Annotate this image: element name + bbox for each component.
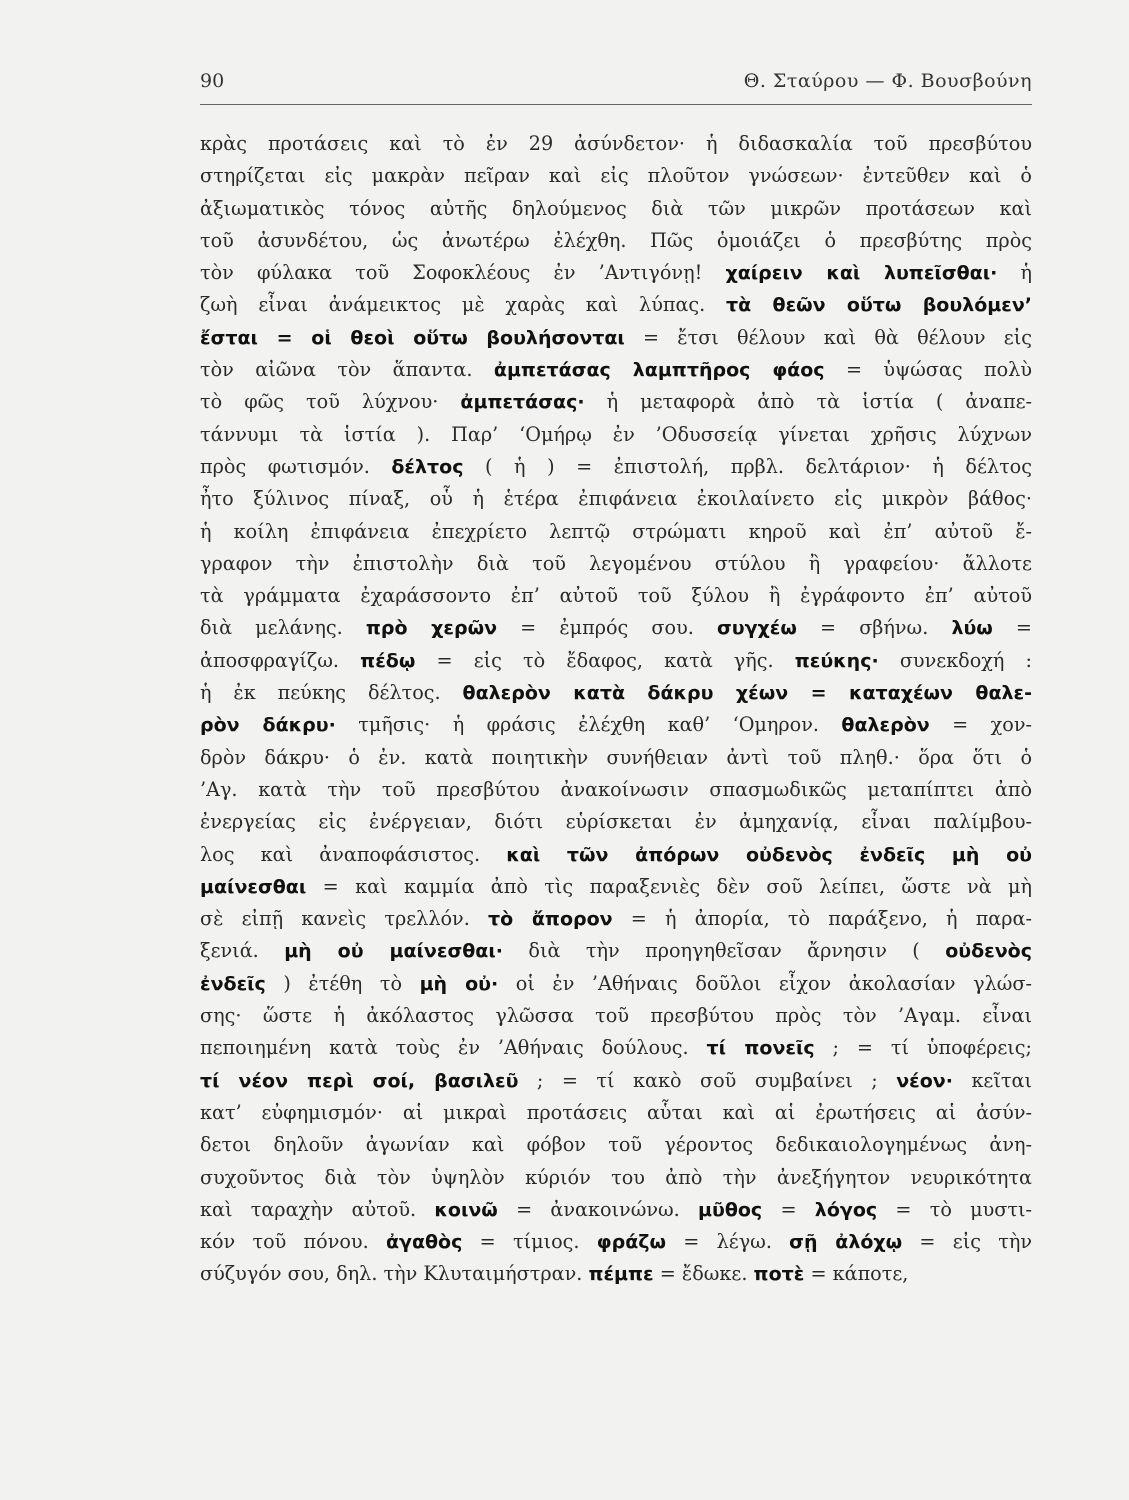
text-run: = εἰς τὸ ἔδαφος, κατὰ γῆς.	[415, 648, 795, 672]
lemma-term: λόγος	[814, 1198, 878, 1221]
text-run: ζωὴ εἶναι ἀνάμεικτος μὲ χαρὰς καὶ λύπας.	[200, 293, 727, 317]
text-run: σύζυγόν σου, δηλ. τὴν Κλυταιμήστραν.	[200, 1262, 589, 1286]
text-run: διὰ μελάνης.	[200, 616, 366, 640]
lemma-term: πρὸ χερῶν	[365, 617, 498, 640]
lemma-term: λύω	[951, 617, 993, 640]
text-line	[200, 1032, 1032, 1064]
lemma-term: τί πονεῖς	[706, 1037, 815, 1060]
lemma-term: συγχέω	[716, 617, 797, 640]
text-line	[200, 580, 1032, 612]
text-run: = εἰς τὴν	[902, 1230, 1032, 1254]
text-line	[200, 709, 1032, 741]
lemma-term: τὰ θεῶν οὕτω βουλόμεν’	[726, 294, 1032, 317]
text-run: =	[992, 616, 1033, 640]
text-run: δρὸν δάκρυ· ὁ ἐν. κατὰ ποιητικὴν συνήθειαν ἀντὶ τοῦ πληθ.· ὅρα ὅτι ὁ	[200, 745, 1032, 769]
text-run: ) ἐτέθη τὸ	[265, 971, 420, 995]
text-run: καὶ ταραχὴν αὐτοῦ.	[200, 1197, 435, 1221]
text-run: ἐνεργείας εἰς ἐνέργειαν, διότι εὑρίσκεται ἐν ἀμηχανίᾳ, εἶναι παλίμβου-	[200, 810, 1032, 834]
text-run: ἡ	[997, 261, 1032, 285]
page-header	[200, 70, 1032, 104]
text-line	[200, 516, 1032, 548]
text-run: συχοῦντος διὰ τὸν ὑψηλὸν κύριόν του ἀπὸ τὴν ἀνεξήγητον νευρικότητα	[200, 1165, 1032, 1189]
text-run: στηρίζεται εἰς μακρὰν πεῖραν καὶ εἰς πλοῦτον γνώσεων· ἐντεῦθεν καὶ ὁ	[200, 164, 1032, 188]
text-line	[200, 1226, 1032, 1258]
text-run: = κάποτε,	[804, 1262, 909, 1286]
lemma-term: νέον·	[896, 1069, 953, 1092]
lemma-term: θαλερὸν κατὰ δάκρυ χέων = καταχέων θαλε-	[462, 682, 1032, 705]
text-line	[200, 1065, 1032, 1097]
text-line	[200, 677, 1032, 709]
text-line	[200, 903, 1032, 935]
text-line	[200, 257, 1032, 289]
text-run: ἡ μεταφορὰ ἀπὸ τὰ ἱστία ( ἀναπε-	[584, 390, 1033, 414]
text-line	[200, 645, 1032, 677]
text-run: = ἡ ἀπορία, τὸ παράξενο, ἡ παρα-	[612, 907, 1032, 931]
text-line	[200, 1129, 1032, 1161]
text-run: σὲ εἰπῇ κανεὶς τρελλόν.	[200, 907, 488, 931]
lemma-term: φράζω	[596, 1231, 667, 1254]
text-run: κρὰς προτάσεις καὶ τὸ ἐν 29 ἀσύνδετον· ἡ διδασκαλία τοῦ πρεσβύτου	[200, 132, 1032, 155]
text-run: = τίμιος.	[462, 1230, 597, 1254]
lemma-term: δέλτος	[391, 455, 464, 478]
lemma-term: πεύκης·	[794, 649, 879, 672]
page-number: 90	[200, 70, 225, 92]
text-line	[200, 451, 1032, 483]
text-line	[200, 871, 1032, 903]
text-run: ἀποσφραγίζω.	[200, 648, 361, 672]
lemma-term: θαλερὸν	[841, 714, 930, 737]
text-run: ἡ ἐκ πεύκης δέλτος.	[200, 681, 463, 705]
text-run: οἱ ἐν ’Αθήναις δοῦλοι εἶχον ἀκολασίαν γλώσ-	[498, 971, 1032, 995]
text-line	[200, 742, 1032, 774]
lemma-term: σῇ ἀλόχῳ	[789, 1231, 903, 1254]
text-line	[200, 354, 1032, 386]
text-run: ; = τί κακὸ σοῦ συμβαίνει ;	[518, 1068, 897, 1092]
text-run: = σβήνω.	[796, 616, 952, 640]
text-run: σης· ὥστε ἡ ἀκόλαστος γλῶσσα τοῦ πρεσβύτου πρὸς τὸν ’Αγαμ. εἶναι	[200, 1004, 1032, 1028]
text-run: διὰ τὴν προηγηθεῖσαν ἄρνησιν (	[502, 939, 946, 963]
text-line	[200, 193, 1032, 225]
text-run: τοῦ ἀσυνδέτου, ὡς ἀνωτέρω ἐλέχθη. Πῶς ὁμοιάζει ὁ πρεσβύτης πρὸς	[200, 228, 1032, 252]
lemma-term: ἀγαθὸς	[385, 1231, 463, 1254]
text-run: ’Αγ. κατὰ τὴν τοῦ πρεσβύτου ἀνακοίνωσιν σπασμωδικῶς μεταπίπτει ἀπὸ	[200, 777, 1032, 801]
text-run: τὸν φύλακα τοῦ Σοφοκλέους ἐν ’Αντιγόνῃ!	[200, 261, 726, 285]
text-run: ἦτο ξύλινος πίναξ, οὗ ἡ ἑτέρα ἐπιφάνεια ἐκοιλαίνετο εἰς μικρὸν βάθος·	[200, 487, 1032, 511]
lemma-term: ποτὲ	[753, 1263, 805, 1286]
lemma-term: ρὸν δάκρυ·	[200, 714, 336, 737]
lemma-term: πέδῳ	[360, 649, 416, 672]
text-run: κεῖται	[952, 1068, 1032, 1092]
text-line	[200, 386, 1032, 418]
text-run: ἀξιωματικὸς τόνος αὐτῆς δηλούμενος διὰ τῶν μικρῶν προτάσεων καὶ	[200, 196, 1032, 220]
text-run: = ἐμπρός σου.	[497, 616, 717, 640]
lemma-term: ἐνδεῖς	[200, 972, 266, 995]
lemma-term: τὸ ἄπορον	[487, 908, 613, 931]
lemma-term: χαίρειν καὶ λυπεῖσθαι·	[725, 262, 998, 285]
text-line	[200, 225, 1032, 257]
text-line	[200, 289, 1032, 321]
lemma-term: τί νέον περὶ σοί, βασιλεῦ	[200, 1069, 519, 1092]
text-line	[200, 419, 1032, 451]
text-line	[200, 1000, 1032, 1032]
text-line	[200, 1194, 1032, 1226]
text-line	[200, 160, 1032, 192]
text-run: δετοι δηλοῦν ἀγωνίαν καὶ φόβον τοῦ γέροντος δεδικαιολογημένως ἀνη-	[200, 1133, 1032, 1157]
text-run: λος καὶ ἀναποφάσιστος.	[200, 842, 507, 866]
lemma-term: μαίνεσθαι	[200, 875, 307, 898]
text-run: = λέγω.	[666, 1230, 790, 1254]
text-line	[200, 1258, 1032, 1290]
commentary-text	[200, 128, 1032, 1291]
lemma-term: ἀμπετάσας λαμπτῆρος φάος	[493, 359, 825, 382]
lemma-term: κοινῶ	[434, 1198, 498, 1221]
text-line	[200, 968, 1032, 1000]
text-run: =	[762, 1197, 815, 1221]
text-run: ξενιά.	[200, 939, 285, 963]
header-rule	[200, 104, 1032, 105]
text-run: τὸ φῶς τοῦ λύχνου·	[200, 390, 461, 414]
lemma-term: πέμπε	[588, 1263, 654, 1286]
text-run: = καὶ καμμία ἀπὸ τὶς παραξενιὲς δὲν σοῦ λείπει, ὥστε νὰ μὴ	[306, 874, 1032, 898]
lemma-term: μὴ οὐ μαίνεσθαι·	[284, 940, 503, 963]
lemma-term: ἀμπετάσας·	[460, 391, 585, 414]
text-line	[200, 128, 1032, 160]
text-line	[200, 1162, 1032, 1194]
text-line	[200, 839, 1032, 871]
text-run: πεποιημένη κατὰ τοὺς ἐν ’Αθήναις δούλους.	[200, 1036, 707, 1060]
text-run: κατ’ εὐφημισμόν· αἱ μικραὶ προτάσεις αὗται καὶ αἱ ἐρωτήσεις αἱ ἀσύν-	[200, 1100, 1032, 1124]
text-run: = ὑψώσας πολὺ	[824, 358, 1032, 382]
text-line	[200, 1097, 1032, 1129]
text-run: = ἀνακοινώνω.	[497, 1197, 699, 1221]
text-run: τάννυμι τὰ ἱστία ). Παρ’ ‘Ομήρῳ ἐν ’Οδυσσείᾳ γίνεται χρῆσις λύχνων	[200, 422, 1032, 446]
lemma-term: οὐδενὸς	[945, 940, 1032, 963]
running-title: Θ. Σταύρου — Φ. Βουσβούνη	[743, 70, 1032, 92]
text-line	[200, 548, 1032, 580]
text-run: ( ἡ ) = ἐπιστολή, πρβλ. δελτάριον· ἡ δέλτος	[463, 454, 1032, 478]
text-line	[200, 774, 1032, 806]
text-run: γραφον τὴν ἐπιστολὴν διὰ τοῦ λεγομένου στύλου ἢ γραφείου· ἄλλοτε	[200, 551, 1032, 575]
text-run: = ἔτσι θέλουν καὶ θὰ θέλουν εἰς	[624, 325, 1032, 349]
lemma-term: ἔσται = οἱ θεοὶ οὕτω βουλήσονται	[200, 326, 625, 349]
text-line	[200, 322, 1032, 354]
text-run: κόν τοῦ πόνου.	[200, 1230, 386, 1254]
lemma-term: μῦθος	[698, 1198, 763, 1221]
text-line	[200, 935, 1032, 967]
text-run: ; = τί ὑποφέρεις;	[814, 1036, 1032, 1060]
text-run: = τὸ μυστι-	[877, 1197, 1032, 1221]
text-run: = ἔδωκε.	[653, 1262, 754, 1286]
text-run: = χον-	[929, 713, 1032, 737]
text-line	[200, 612, 1032, 644]
lemma-term: μὴ οὐ·	[419, 972, 499, 995]
lemma-term: καὶ τῶν ἀπόρων οὐδενὸς ἐνδεῖς μὴ οὐ	[506, 843, 1032, 866]
text-line	[200, 806, 1032, 838]
text-run: ἡ κοίλη ἐπιφάνεια ἐπεχρίετο λεπτῷ στρώματι κηροῦ καὶ ἐπ’ αὐτοῦ ἔ-	[200, 519, 1032, 543]
text-run: τὰ γράμματα ἐχαράσσοντο ἐπ’ αὐτοῦ τοῦ ξύλου ἢ ἐγράφοντο ἐπ’ αὐτοῦ	[200, 584, 1032, 608]
text-run: τμῆσις· ἡ φράσις ἐλέχθη καθ’ ‘Ομηρον.	[335, 713, 842, 737]
text-run: τὸν αἰῶνα τὸν ἅπαντα.	[200, 358, 494, 382]
text-run: πρὸς φωτισμόν.	[200, 454, 392, 478]
text-run: συνεκδοχή :	[878, 648, 1033, 672]
text-line	[200, 483, 1032, 515]
